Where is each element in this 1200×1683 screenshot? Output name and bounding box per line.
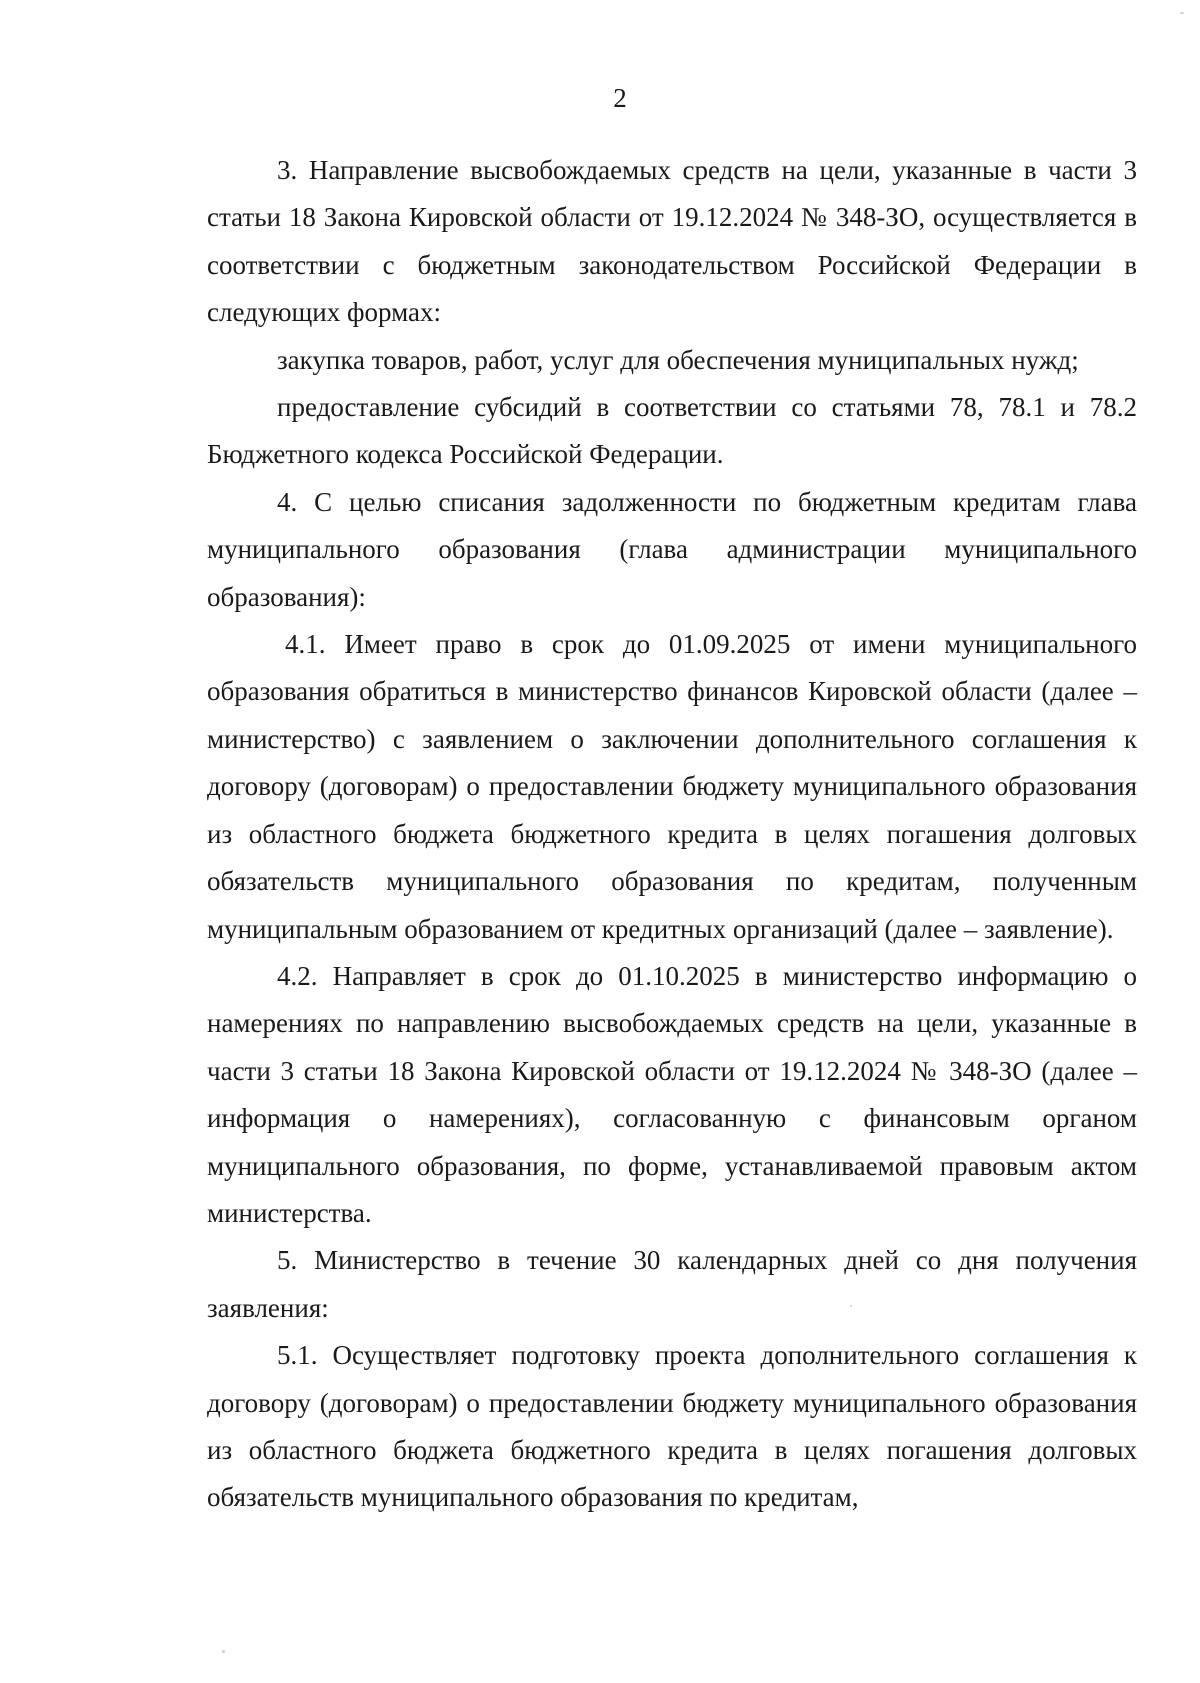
paragraph-5: 5. Министерство в течение 30 календарных дней со дня получения заявления: [207, 1245, 1137, 1323]
scan-speck [222, 1650, 225, 1653]
paragraph-4-2: 4.2. Направляет в срок до 01.10.2025 в министерство информацию о намерениях по направлению высвобождаемых средств на цели, указанные в части 3 статьи 18 Закона Кировской области от 19.12.2024 № 348-ЗО (далее – информация о намерениях), согласованную с финансовым органом муниципального образования, по форме, устанавливаемой правовым актом министерства. [207, 960, 1137, 1228]
scan-speck [1180, 12, 1184, 14]
scan-speck [850, 1305, 852, 1307]
paragraph-3-form-subsidies: предоставление субсидий в соответствии со статьями 78, 78.1 и 78.2 Бюджетного кодекса Российской Федерации. [207, 392, 1137, 470]
paragraph-4-1: 4.1. Имеет право в срок до 01.09.2025 от имени муниципального образования обратиться в министерство финансов Кировской области (далее – министерство) с заявлением о заключении дополнительного соглашения к договору (договорам) о предоставлении бюджету муниципального образования из областного бюджета бюджетного кредита в целях погашения долговых обязательств муниципального образования по кредитам, полученным муниципальным образованием от кредитных организаций (далее – заявление). [207, 629, 1137, 944]
paragraph-3: 3. Направление высвобождаемых средств на цели, указанные в части 3 статьи 18 Закона Кировской области от 19.12.2024 № 348-ЗО, осуществляется в соответствии с бюджетным законодательством Российской Федерации в следующих формах: [207, 155, 1137, 328]
paragraph-5-1: 5.1. Осуществляет подготовку проекта дополнительного соглашения к договору (договорам) о предоставлении бюджету муниципального образования из областного бюджета бюджетного кредита в целях погашения долговых обязательств муниципального образования по кредитам, [207, 1340, 1137, 1513]
page-number: 2 [613, 83, 627, 113]
document-body [207, 147, 1137, 1522]
paragraph-3-form-procurement: закупка товаров, работ, услуг для обеспечения муниципальных нужд; [277, 344, 1079, 375]
paragraph-4: 4. С целью списания задолженности по бюджетным кредитам глава муниципального образования (глава администрации муниципального образования): [207, 486, 1137, 612]
